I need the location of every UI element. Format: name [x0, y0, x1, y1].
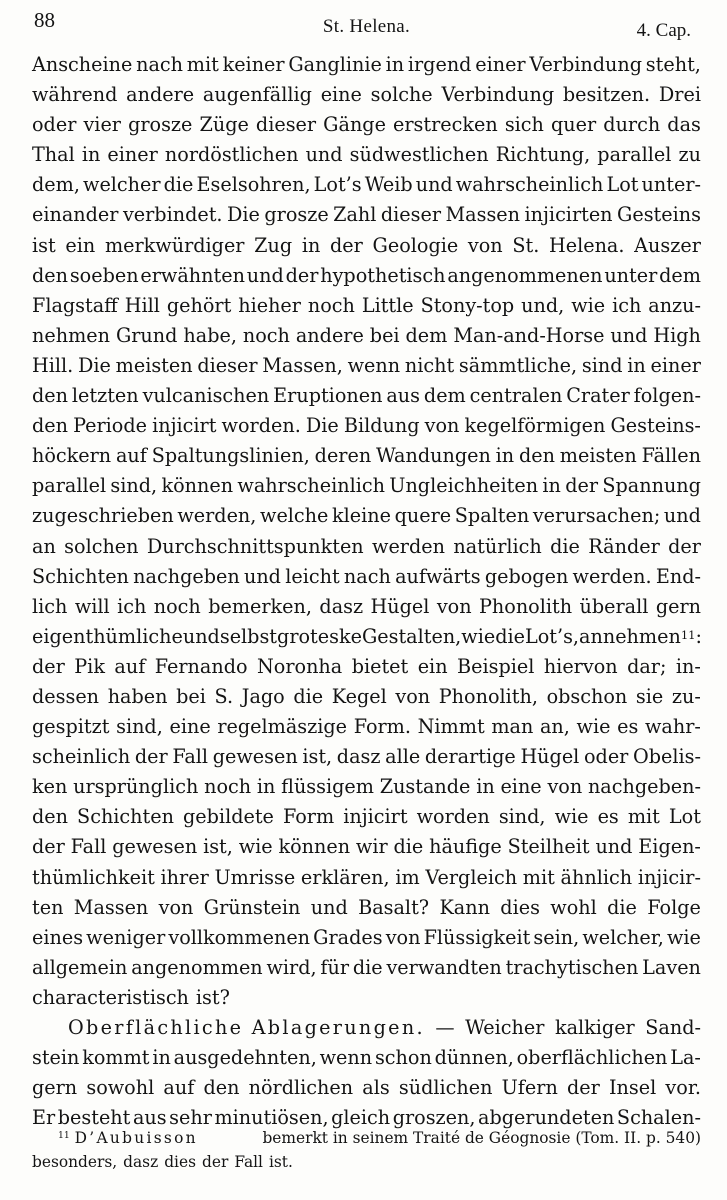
text-line: scheinlich der Fall gewesen ist, dasz alle derartige Hügel oder Obelis- — [32, 745, 701, 769]
footnote-line — [32, 1126, 701, 1150]
text-line: zugeschrieben werden, welche kleine quere Spalten verursachen; und — [32, 504, 701, 528]
text-line: höckern auf Spaltungslinien, deren Wandungen in den meisten Fällen — [32, 444, 701, 468]
footnote-marker: 11 — [58, 1130, 70, 1141]
running-header — [32, 8, 701, 44]
text-line: den Schichten gebildete Form injicirt worden sind, wie es mit Lot — [32, 805, 701, 829]
text-line: Flagstaff Hill gehört hieher noch Little Stony-top und, wie ich anzu- — [32, 293, 701, 317]
text-line: allgemein angenommen wird, für die verwandten trachytischen Laven — [32, 955, 701, 979]
text-line: nehmen Grund habe, noch andere bei dem Man-and-Horse und High — [32, 323, 701, 347]
footnote-line: besonders, dasz dies der Fall ist. — [32, 1153, 293, 1171]
section-heading: Oberflächliche Ablagerungen. — [68, 1016, 425, 1039]
text-line: Hill. Die meisten dieser Massen, wenn nicht sämmtliche, sind in einer — [32, 353, 701, 377]
footnote — [32, 1126, 701, 1174]
footnote-reference: 11 — [680, 627, 696, 642]
text-line: dem, welcher die Eselsohren, Lot’s Weib und wahrscheinlich Lot unter- — [32, 173, 701, 197]
text-line: oder vier grosze Züge dieser Gänge erstrecken sich quer durch das — [32, 113, 701, 137]
text-line: während andere augenfällig eine solche Verbindung besitzen. Drei — [32, 83, 701, 107]
text-line: lich will ich noch bemerken, dasz Hügel von Phonolith überall gern — [32, 594, 701, 618]
text-line: ken ursprünglich noch in flüssigem Zustande in eine von nachgeben- — [32, 775, 701, 799]
text-line: Anscheine nach mit keiner Ganglinie in irgend einer Verbindung steht, — [32, 53, 701, 76]
text-line: Schichten nachgeben und leicht nach aufwärts gebogen werden. End- — [32, 564, 701, 588]
text-line: Oberflächliche Ablagerungen. — Weicher kalkiger Sand- — [32, 1013, 701, 1043]
text-line: Thal in einer nordöstlichen und südwestlichen Richtung, parallel zu — [32, 143, 701, 167]
running-title: St. Helena. — [322, 16, 411, 37]
text-line: der Fall gewesen ist, wie können wir die häufige Steilheit und Eigen- — [32, 835, 701, 859]
text-line: der Pik auf Fernando Noronha bietet ein Beispiel hiervon dar; in- — [32, 654, 701, 678]
text-line: den soeben erwähnten und der hypothetisch angenommenen unter dem — [32, 263, 701, 287]
body-text — [32, 50, 701, 1133]
text-line: stein kommt in ausgedehnten, wenn schon dünnen, oberflächlichen La- — [32, 1046, 701, 1070]
text-line: den Periode injicirt worden. Die Bildung von kegelförmigen Gesteins- — [32, 414, 701, 438]
text-line: einander verbindet. Die grosze Zahl dieser Massen injicirten Gesteins — [32, 203, 701, 227]
footnote-author: D’Aubuisson — [74, 1129, 198, 1147]
footnote-text: bemerkt in seinem Traité de Géognosie (Tom. II. p. 540) — [262, 1129, 701, 1147]
text-line: ist ein merkwürdiger Zug in der Geologie von St. Helena. Auszer — [32, 233, 701, 257]
text-line: den letzten vulcanischen Eruptionen aus dem centralen Crater folgen- — [32, 384, 701, 408]
text-line: gern sowohl auf den nördlichen als südlichen Ufern der Insel vor. — [32, 1076, 701, 1100]
text-line: an solchen Durchschnittspunkten werden natürlich die Ränder der — [32, 534, 701, 558]
text-line: eigenthümliche und selbst groteske Gestalten, wie die Lot’s, annehmen$^{11}$: — [32, 624, 702, 648]
text-line: gespitzt sind, eine regelmäszige Form. Nimmt man an, wie es wahr- — [32, 715, 701, 739]
text-line: ten Massen von Grünstein und Basalt? Kann dies wohl die Folge — [32, 895, 701, 919]
page-number: 88 — [34, 8, 55, 32]
text-line: dessen haben bei S. Jago die Kegel von Phonolith, obschon sie zu- — [32, 684, 701, 708]
text-line: parallel sind, können wahrscheinlich Ungleichheiten in der Spannung — [32, 474, 701, 498]
text-line: thümlichkeit ihrer Umrisse erklären, im Vergleich mit ähnlich injicir- — [32, 865, 701, 889]
text-line: eines weniger vollkommenen Grades von Flüssigkeit sein, welcher, wie — [32, 925, 701, 949]
text-line: characteristisch ist? — [32, 985, 230, 1009]
chapter-label: 4. Cap. — [636, 20, 691, 41]
text-line: Er besteht aus sehr minutiösen, gleich groszen, abgerundeten Schalen- — [32, 1106, 701, 1130]
